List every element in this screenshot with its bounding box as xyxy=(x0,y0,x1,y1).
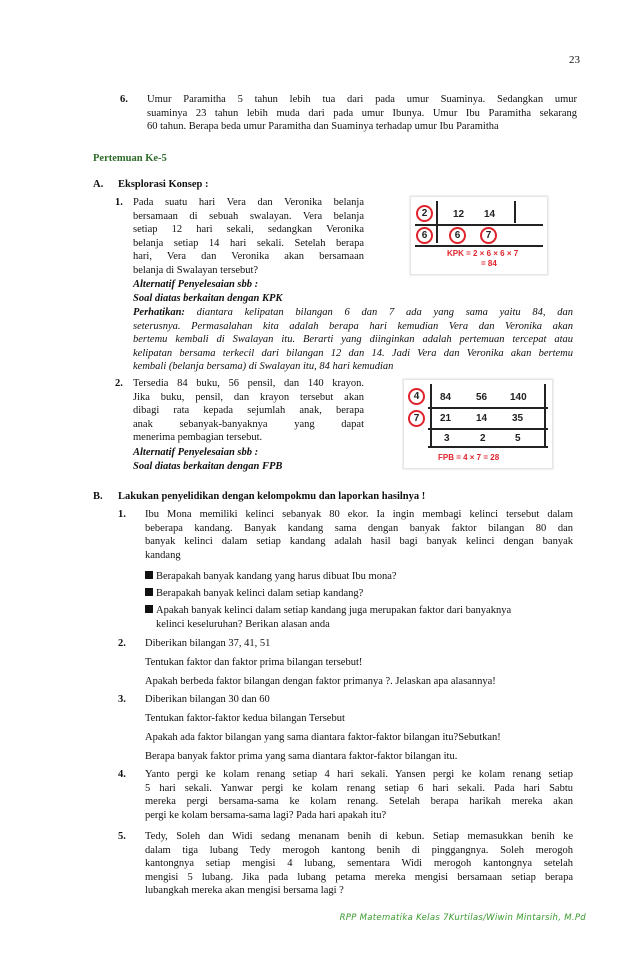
b3-line: Berapa banyak faktor prima yang sama diantara faktor-faktor bilangan itu. xyxy=(145,751,458,762)
b5-line: lubangkah mereka akan mengisi bersama lagi ? xyxy=(145,885,344,897)
b1-bullet xyxy=(145,587,363,601)
kpk-vertical-line xyxy=(436,201,438,243)
a2-line: Tersedia 84 buku, 56 pensil, dan 140 krayon. xyxy=(133,378,364,389)
b1-bullet-text: Apakah banyak kelinci dalam setiap kandang juga merupakan faktor dari banyaknya xyxy=(156,605,512,616)
pertemuan-heading: Pertemuan Ke-5 xyxy=(93,153,167,164)
kpk-horizontal-line xyxy=(415,224,543,226)
q6-line: 60 tahun. Berapa beda umur Paramitha dan Suaminya terhadap umur Ibu Paramitha xyxy=(147,121,499,133)
section-b-title: Lakukan penyelidikan dengan kelompokmu dan laporkan hasilnya ! xyxy=(118,491,426,502)
fpb-diagram xyxy=(403,379,553,469)
fpb-value: 3 xyxy=(444,433,450,444)
a1-perhatikan-line-0 xyxy=(133,306,573,320)
fpb-vertical-line-right xyxy=(544,384,546,446)
b1-bullet-cont: kelinci keseluruhan? Berikan alasan anda xyxy=(156,619,330,630)
kpk-circle-6b: 6 xyxy=(449,227,466,244)
bullet-square-icon xyxy=(145,605,153,613)
kpk-bottom-line xyxy=(415,245,543,247)
a1-line: belanja setiap 14 hari sekali. Setelah berapa xyxy=(133,237,364,249)
fpb-value: 56 xyxy=(476,392,488,403)
fpb-circle-7: 7 xyxy=(408,410,425,427)
a1-perhatikan-line: kembali (belanja bersama) di Swalayan itu, 84 hari kemudian xyxy=(133,361,394,373)
b3-number: 3. xyxy=(118,694,126,705)
b2-line: Diberikan bilangan 37, 41, 51 xyxy=(145,638,271,649)
a2-line: Jika buku, pensil, dan krayon tersebut akan xyxy=(133,391,364,403)
fpb-line-2 xyxy=(428,428,548,430)
fpb-value: 5 xyxy=(515,433,521,444)
a1-perhatikan-line: kelipatan bersama terkecil dari bilangan 12 dan 14. Jadi Vera dan Veronika akan bertemu xyxy=(133,347,573,359)
fpb-formula: FPB = 4 × 7 = 28 xyxy=(438,453,500,462)
fpb-value: 35 xyxy=(512,413,524,424)
a1-perhatikan-line: bertemu kembali di Swalayan itu. Berarti yang diinginkan adalah pertemuan tercepat atau xyxy=(133,334,573,346)
b3-line: Tentukan faktor-faktor kedua bilangan Tersebut xyxy=(145,713,345,724)
b2-line: Apakah berbeda faktor bilangan dengan faktor primanya ?. Jelaskan apa alasannya! xyxy=(145,676,496,687)
b4-text xyxy=(145,768,573,822)
q6-number: 6. xyxy=(120,94,128,105)
b5-line: Tedy, Soleh dan Widi sedang menanam benih di kebun. Setiap memasukkan benih ke xyxy=(145,831,573,842)
section-a-label: A. xyxy=(93,179,104,190)
b5-line: dalam tiga lubang Tedy merogoh kantong benih di pinggangnya. Soleh merogoh xyxy=(145,844,573,856)
a1-line: bersamaan di sebuah swalayan. Vera belanja xyxy=(133,210,364,222)
a2-line: anak sebanyak-banyaknya yang dapat xyxy=(133,418,364,430)
a1-soal: Soal diatas berkaitan dengan KPK xyxy=(133,293,283,304)
kpk-circle-2: 2 xyxy=(416,205,433,222)
b4-number: 4. xyxy=(118,769,126,780)
a1-line: hari, Vera dan Veronika akan bersamaan xyxy=(133,251,364,263)
a2-alternatif: Alternatif Penyelesaian sbb : xyxy=(133,447,259,458)
fpb-value: 14 xyxy=(476,413,488,424)
b3-line: Apakah ada faktor bilangan yang sama diantara faktor-faktor bilangan itu?Sebutkan! xyxy=(145,732,501,743)
kpk-diagram xyxy=(410,196,548,275)
q6-line: Umur Paramitha 5 tahun lebih tua dari pada umur Suaminya. Sedangkan umur xyxy=(147,94,577,105)
a1-perhatikan xyxy=(133,306,573,374)
b1-line: beberapa kandang. Banyak kandang sama dengan banyak faktor bilangan 80 dan xyxy=(145,522,573,534)
a2-soal: Soal diatas berkaitan dengan FPB xyxy=(133,461,283,472)
a1-alternatif: Alternatif Penyelesaian sbb : xyxy=(133,279,259,290)
b1-bullet-text: Berapakah banyak kelinci dalam setiap kandang? xyxy=(156,588,364,599)
a2-line: dibagi rata kepada sejumlah anak, berapa xyxy=(133,405,364,417)
section-b-label: B. xyxy=(93,491,103,502)
bullet-square-icon xyxy=(145,588,153,596)
b1-line: banyak kelinci dalam setiap kandang adalah hasil bagi banyak kelinci dengan banyak xyxy=(145,536,573,548)
a1-number: 1. xyxy=(115,197,123,208)
perhatikan-label: Perhatikan: xyxy=(133,307,185,318)
b1-bullet xyxy=(145,570,397,584)
bullet-square-icon xyxy=(145,571,153,579)
b5-line: kantongnya setiap mengisi 4 lubang, sementara Widi merogoh kantongnya setelah xyxy=(145,858,573,870)
b4-line: mereka pergi bersama-sama ke kolam renang. Setelah berapa harikah mereka akan xyxy=(145,796,573,808)
page-number: 23 xyxy=(569,54,580,66)
fpb-value: 2 xyxy=(480,433,486,444)
b2-line: Tentukan faktor dan faktor prima bilangan tersebut! xyxy=(145,657,363,668)
b1-line: kandang xyxy=(145,549,181,561)
fpb-vertical-line xyxy=(430,384,432,446)
fpb-line-3 xyxy=(428,446,548,448)
fpb-circle-4: 4 xyxy=(408,388,425,405)
b1-text xyxy=(145,508,573,562)
b2-number: 2. xyxy=(118,638,126,649)
section-a-title: Eksplorasi Konsep : xyxy=(118,179,209,190)
kpk-circle-6a: 6 xyxy=(416,227,433,244)
b5-number: 5. xyxy=(118,831,126,842)
fpb-line-1 xyxy=(428,407,548,409)
kpk-top-12: 12 xyxy=(453,209,465,220)
b4-line: 5 hari sekali. Yanwar pergi ke kolam renang setiap 6 hari sekali. Pada hari Sabtu xyxy=(145,782,573,794)
a1-text xyxy=(133,196,364,278)
a1-line: setiap 12 hari sekali, sedangkan Veronika xyxy=(133,224,364,236)
a2-text xyxy=(133,377,364,445)
b5-text xyxy=(145,830,573,898)
b4-line: pergi ke kolam bersama-sama lagi? Pada hari apakah itu? xyxy=(145,809,387,821)
b1-line: Ibu Mona memiliki kelinci sebanyak 80 ekor. Ia ingin membagi kelinci tersebut dalam xyxy=(145,509,573,520)
a1-line: Pada suatu hari Vera dan Veronika belanja xyxy=(133,197,364,208)
q6-text xyxy=(147,93,577,134)
kpk-vertical-line-right xyxy=(514,201,516,223)
b1-number: 1. xyxy=(118,509,126,520)
fpb-value: 140 xyxy=(510,392,527,403)
b1-bullet-text: Berapakah banyak kandang yang harus dibuat Ibu mona? xyxy=(156,571,397,582)
b1-bullet xyxy=(145,604,573,618)
kpk-formula: KPK = 2 × 6 × 6 × 7 xyxy=(447,249,519,258)
q6-line: suaminya 23 tahun lebih muda dari pada umur Ibunya. Umur Ibu Paramitha sekarang xyxy=(147,107,577,119)
footer-text: RPP Matematika Kelas 7Kurtilas/Wiwin Mintarsih, M.Pd xyxy=(339,913,586,923)
kpk-top-14: 14 xyxy=(484,209,496,220)
fpb-value: 21 xyxy=(440,413,452,424)
a2-number: 2. xyxy=(115,378,123,389)
a1-line: belanja di Swalayan tersebut? xyxy=(133,264,259,276)
perhatikan-text: diantara kelipatan bilangan 6 dan 7 ada yang sama yaitu 84, dan xyxy=(184,307,573,318)
kpk-circle-7: 7 xyxy=(480,227,497,244)
b4-line: Yanto pergi ke kolam renang setiap 4 hari sekali. Yansen pergi ke kolam renang setiap xyxy=(145,769,573,780)
a2-line: menerima pembagian tersebut. xyxy=(133,432,263,444)
b5-line: mengisi 5 lubang. Jika pada lubang petama mereka mengisi bersamaan setiap berapa xyxy=(145,871,573,883)
b3-line: Diberikan bilangan 30 dan 60 xyxy=(145,694,270,705)
kpk-result: = 84 xyxy=(481,259,497,268)
a1-perhatikan-line: seterusnya. Permasalahan kita adalah berapa hari kemudian Vera dan Veronika akan xyxy=(133,320,573,332)
fpb-value: 84 xyxy=(440,392,452,403)
